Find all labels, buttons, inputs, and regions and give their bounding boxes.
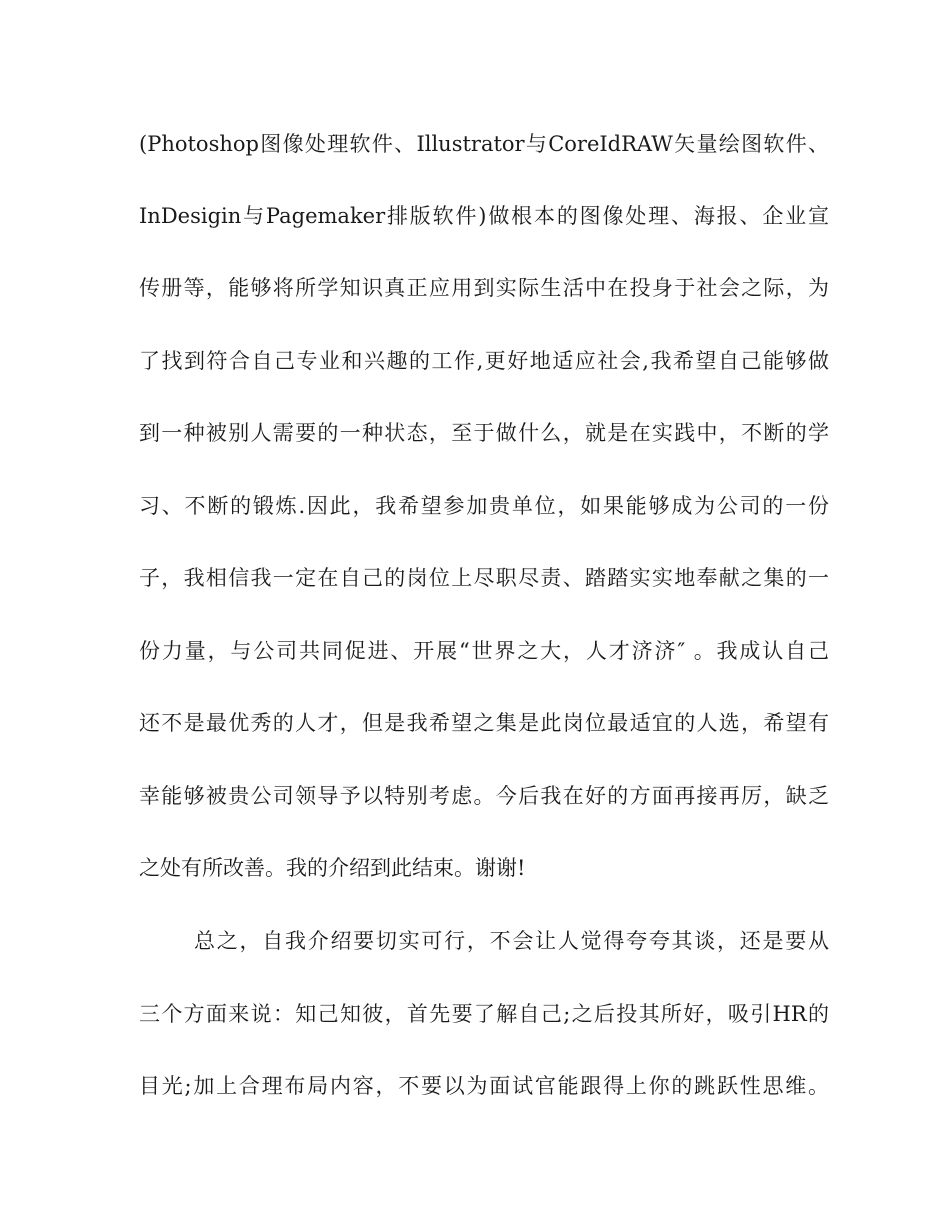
paragraph-line: 到一种被别人需要的一种状态，至于做什么，就是在实践中，不断的学	[139, 421, 829, 445]
paragraph-line: 还不是最优秀的人才，但是我希望之集是此岗位最适宜的人选，希望有	[139, 711, 829, 735]
paragraph-line: (Photoshop图像处理软件、Illustrator与CoreIdRAW矢量绘图软件、	[139, 132, 829, 156]
paragraph-line: 传册等，能够将所学知识真正应用到实际生活中在投身于社会之际，为	[139, 276, 829, 300]
paragraph-line: InDesigin与Pagemaker排版软件)做根本的图像处理、海报、企业宣	[139, 204, 829, 228]
paragraph-line: 三个方面来说：知己知彼，首先要了解自己;之后投其所好，吸引HR的	[139, 1002, 829, 1026]
paragraph-line: 总之，自我介绍要切实可行，不会让人觉得夸夸其谈，还是要从	[194, 929, 829, 953]
paragraph-line: 了找到符合自己专业和兴趣的工作,更好地适应社会,我希望自己能够做	[139, 349, 829, 373]
paragraph-line: 子，我相信我一定在自己的岗位上尽职尽责、踏踏实实地奉献之集的一	[139, 566, 829, 590]
paragraph-line: 目光;加上合理布局内容，不要以为面试官能跟得上你的跳跃性思维。	[139, 1074, 829, 1098]
paragraph-line: 习、不断的锻炼.因此，我希望参加贵单位，如果能够成为公司的一份	[139, 494, 829, 518]
paragraph-line: 幸能够被贵公司领导予以特别考虑。今后我在好的方面再接再厉，缺乏	[139, 784, 829, 808]
paragraph-line: 之处有所改善。我的介绍到此结束。谢谢!	[139, 856, 526, 880]
paragraph-line: 份力量，与公司共同促进、开展“世界之大，人才济济″ 。我成认自己	[139, 639, 829, 663]
